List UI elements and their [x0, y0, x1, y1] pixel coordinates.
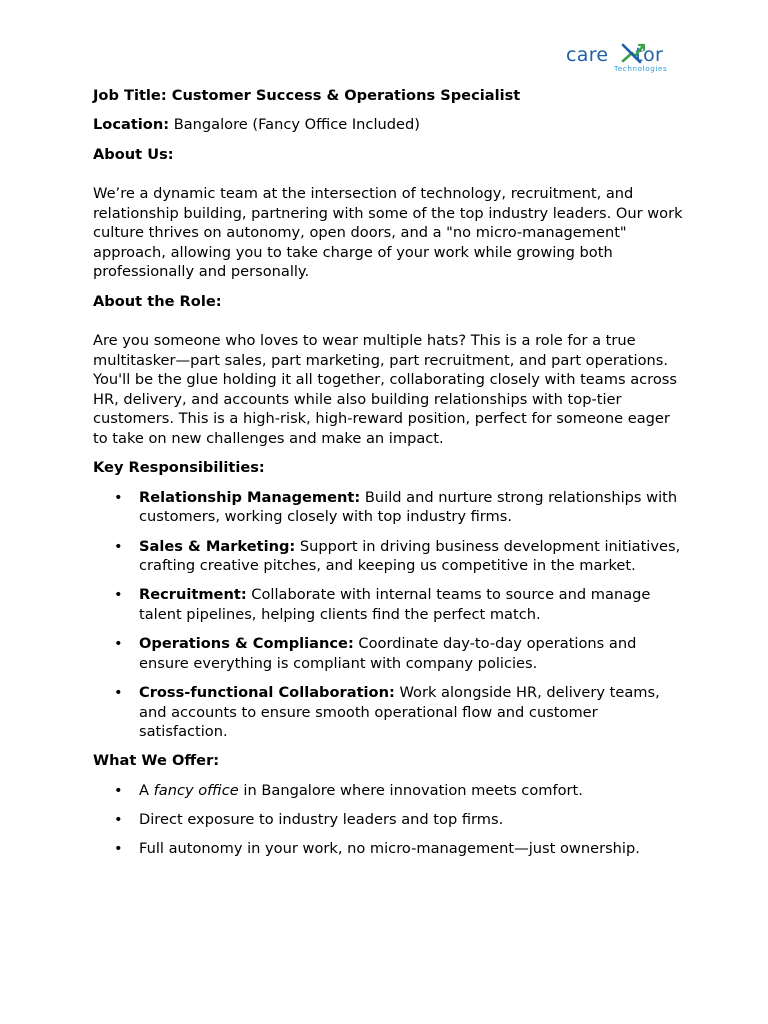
item-label: Operations & Compliance:: [139, 635, 354, 653]
bullet-icon: •: [114, 537, 123, 555]
list-item: [93, 781, 683, 801]
list-item: [93, 839, 683, 859]
item-text: Support in driving business development initiatives, crafting creative pitches, and keeping us competitive in the market.: [139, 537, 681, 575]
item-label: Relationship Management:: [139, 488, 361, 506]
item-label: Sales & Marketing:: [139, 537, 296, 555]
offer-item-emphasis: fancy office: [153, 781, 239, 799]
logo-text-a: care: [566, 44, 609, 66]
job-title-text: Job Title: Customer Success & Operations Specialist: [93, 87, 521, 104]
list-item: [93, 634, 683, 673]
list-item: [93, 810, 683, 830]
responsibilities-list: [93, 488, 683, 742]
about-us-heading: About Us:: [93, 145, 174, 163]
list-item: [93, 488, 683, 527]
item-label: Recruitment:: [139, 586, 247, 604]
location-label: Location:: [93, 116, 170, 134]
about-role-body: Are you someone who loves to wear multiple hats? This is a role for a true multitasker—part sales, part marketing, part recruitment, and part operations. You'll be the glue holding it all together, collaborating closely with teams across HR, delivery, and accounts while also building relationships with top-tier customers. This is a high-risk, high-reward position, perfect for someone eager to take on new challenges and make an impact.: [93, 331, 677, 447]
bullet-icon: •: [114, 586, 123, 604]
offer-list: [93, 781, 683, 859]
bullet-icon: •: [114, 635, 123, 653]
bullet-icon: •: [114, 781, 123, 799]
bullet-icon: •: [114, 811, 123, 829]
list-item: [93, 537, 683, 576]
item-text: Collaborate with internal teams to source and manage talent pipelines, helping clients find the perfect match.: [139, 586, 651, 624]
item-label: Cross-functional Collaboration:: [139, 684, 395, 701]
item-text: Coordinate day-to-day operations and ensure everything is compliant with company policies.: [139, 635, 637, 672]
job-description: [93, 86, 683, 869]
logo-text-b: tor: [635, 44, 664, 66]
bullet-icon: •: [114, 684, 123, 701]
list-item: [93, 683, 683, 742]
offer-item-post: in Bangalore where innovation meets comfort.: [238, 781, 583, 799]
offer-item-text: Full autonomy in your work, no micro-management—just ownership.: [139, 840, 640, 858]
item-text: Work alongside HR, delivery teams, and accounts to ensure smooth operational flow and customer satisfaction.: [139, 684, 660, 741]
about-role-heading: About the Role:: [93, 292, 222, 310]
offer-heading: What We Offer:: [93, 752, 220, 770]
list-item: [93, 585, 683, 624]
item-text: Build and nurture strong relationships with customers, working closely with top industry firms.: [139, 488, 678, 526]
location-value: Bangalore (Fancy Office Included): [169, 116, 420, 134]
logo-wordmark: [566, 44, 663, 66]
logo-subtext: Technologies: [614, 64, 668, 73]
logo-x-mark-icon: [620, 42, 646, 64]
job-location: [93, 115, 683, 135]
job-title: [93, 86, 683, 106]
company-logo: [566, 40, 678, 74]
about-us-body: We’re a dynamic team at the intersection of technology, recruitment, and relationship building, partnering with some of the top industry leaders. Our work culture thrives on autonomy, open doors, and a "no micro-management" approach, allowing you to take charge of your work while growing both professionally and personally.: [93, 184, 683, 281]
responsibilities-heading: Key Responsibilities:: [93, 459, 265, 477]
offer-item-pre: A: [139, 781, 154, 799]
bullet-icon: •: [114, 840, 123, 858]
bullet-icon: •: [114, 488, 123, 506]
offer-item-text: Direct exposure to industry leaders and top firms.: [139, 811, 504, 829]
